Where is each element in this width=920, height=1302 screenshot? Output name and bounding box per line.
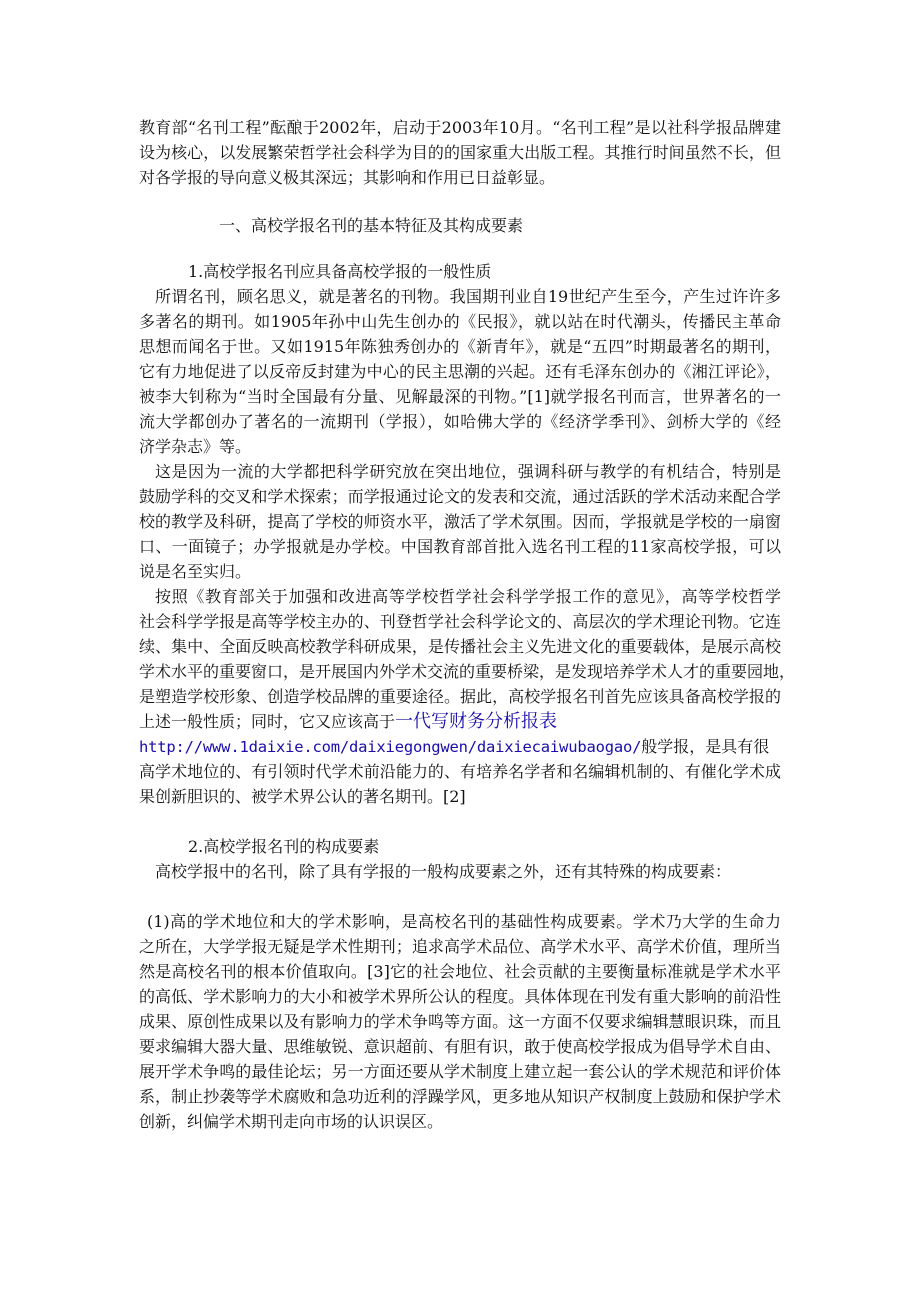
paragraph-line: 这是因为一流的大学都把科学研究放在突出地位，强调科研与教学的有机结合，特别是 — [155, 462, 781, 481]
paragraph-line: 按照《教育部关于加强和改进高等学校哲学社会科学学报工作的意见》，高等学校哲学 — [155, 587, 781, 606]
paragraph-line: 学术水平的重要窗口，是开展国内外学术交流的重要桥梁，是发现培养学术人才的重要园地， — [139, 662, 796, 681]
paragraph-line: 创新，纠偏学术期刊走向市场的认识误区。 — [139, 1112, 444, 1131]
paragraph-line: 展开学术争鸣的最佳论坛；另一方面还要从学术制度上建立起一套公认的学术规范和评价体 — [139, 1062, 781, 1081]
paragraph-line: (1)高的学术地位和大的学术影响，是高校名刊的基础性构成要素。学术乃大学的生命力 — [147, 912, 781, 931]
ad-link-text[interactable]: 一代写财务分析报表 — [395, 711, 558, 732]
paragraph-line: 高校学报中的名刊，除了具有学报的一般构成要素之外，还有其特殊的构成要素： — [155, 862, 732, 881]
paragraph-line: 多著名的期刊。如1905年孙中山先生创办的《民报》，就以站在时代潮头，传播民主革命 — [139, 312, 781, 331]
paragraph-text: 般学报，是具有很 — [641, 737, 770, 756]
paragraph-line: 高学术地位的、有引领时代学术前沿能力的、有培养名学者和名编辑机制的、有催化学术成 — [139, 762, 781, 781]
paragraph-line — [139, 712, 557, 732]
intro-line: 设为核心，以发展繁荣哲学社会科学为目的的国家重大出版工程。其推行时间虽然不长，但 — [139, 143, 781, 162]
paragraph-line: 成果、原创性成果以及有影响力的学术争鸣等方面。这一方面不仅要求编辑慧眼识珠，而且 — [139, 1012, 781, 1031]
paragraph-line: 鼓励学科的交叉和学术探索；而学报通过论文的发表和交流，通过活跃的学术活动来配合学 — [139, 487, 781, 506]
ad-link-url[interactable]: http://www.1daixie.com/daixiegongwen/daixiecaiwubaogao/ — [139, 738, 642, 756]
paragraph-line: 果创新胆识的、被学术界公认的著名期刊。[2] — [139, 787, 466, 806]
paragraph-line: 所谓名刊，顾名思义，就是著名的刊物。我国期刊业自19世纪产生至今，产生过许许多 — [155, 287, 781, 306]
paragraph-line: 校的教学及科研，提高了学校的师资水平，激活了学术氛围。因而，学报就是学校的一扇窗 — [139, 512, 781, 531]
paragraph-line — [139, 737, 769, 757]
paragraph-line: 续、集中、全面反映高校教学科研成果，是传播社会主义先进文化的重要载体，是展示高校 — [139, 637, 781, 656]
paragraph-line: 口、一面镜子；办学报就是办学校。中国教育部首批入选名刊工程的11家高校学报，可以 — [139, 537, 781, 556]
paragraph-line: 系，制止抄袭等学术腐败和急功近利的浮躁学风，更多地从知识产权制度上鼓励和保护学术 — [139, 1087, 781, 1106]
paragraph-line: 是塑造学校形象、创造学校品牌的重要途径。据此，高校学报名刊首先应该具备高校学报的 — [139, 687, 781, 706]
paragraph-line: 思想而闻名于世。又如1915年陈独秀创办的《新青年》，就是“五四”时期最著名的期刊， — [139, 337, 781, 356]
paragraph-line: 要求编辑大器大量、思维敏锐、意识超前、有胆有识，敢于使高校学报成为倡导学术自由、 — [139, 1037, 781, 1056]
paragraph-line: 被李大钊称为“当时全国最有分量、见解最深的刊物。”[1]就学报名刊而言，世界著名的一 — [139, 387, 781, 406]
paragraph-line: 的高低、学术影响力的大小和被学术界所公认的程度。具体体现在刊发有重大影响的前沿性 — [139, 987, 781, 1006]
paragraph-line: 然是高校名刊的根本价值取向。[3]它的社会地位、社会贡献的主要衡量标准就是学术水平 — [139, 962, 781, 981]
paragraph-line: 济学杂志》等。 — [139, 437, 252, 456]
intro-line: 对各学报的导向意义极其深远；其影响和作用已日益彰显。 — [139, 168, 556, 187]
paragraph-line: 说是名至实归。 — [139, 562, 252, 581]
section-heading: 一、高校学报名刊的基本特征及其构成要素 — [219, 216, 524, 235]
paragraph-line: 社会科学学报是高等学校主办的、刊登哲学社会科学论文的、高层次的学术理论刊物。它连 — [139, 612, 781, 631]
subheading: 2.高校学报名刊的构成要素 — [188, 837, 380, 856]
paragraph-text: 上述一般性质；同时，它又应该高于 — [139, 712, 396, 731]
intro-line: 教育部“名刊工程”酝酿于2002年，启动于2003年10月。“名刊工程”是以社科学报品牌建 — [139, 118, 781, 137]
paragraph-line: 之所在，大学学报无疑是学术性期刊；追求高学术品位、高学术水平、高学术价值，理所当 — [139, 937, 781, 956]
subheading: 1.高校学报名刊应具备高校学报的一般性质 — [188, 262, 492, 281]
paragraph-line: 流大学都创办了著名的一流期刊（学报），如哈佛大学的《经济学季刊》、剑桥大学的《经 — [139, 412, 781, 431]
paragraph-line: 它有力地促进了以反帝反封建为中心的民主思潮的兴起。还有毛泽东创办的《湘江评论》， — [139, 362, 781, 381]
